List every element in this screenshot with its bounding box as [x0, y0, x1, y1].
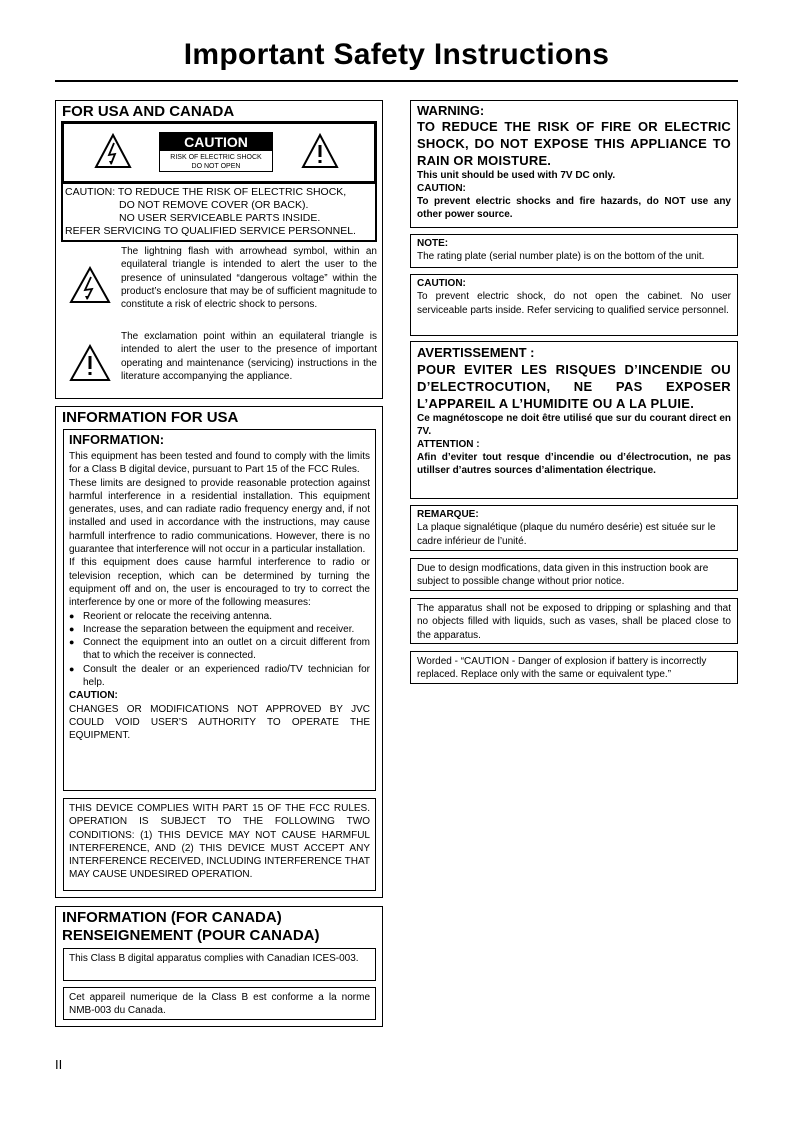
list-item: ● Increase the separation between the equipment and receiver.	[69, 623, 370, 636]
avertissement-heading: AVERTISSEMENT :	[417, 345, 535, 360]
avertissement-main-text: POUR EVITER LES RISQUES D’INCENDIE OU D’ELECTROCUTION, NE PAS EXPOSER L’APPAREIL A L’HUMIDITE OU A LA PLUIE.	[417, 362, 731, 411]
caution-line-2: DO NOT REMOVE COVER (OR BACK).	[119, 199, 309, 211]
warning-caution-text: To prevent electric shocks and fire hazards, do NOT use any other power source.	[417, 196, 731, 220]
remarque-box	[410, 505, 738, 551]
info-usa-panel	[63, 429, 376, 791]
warning-main-text: TO REDUCE THE RISK OF FIRE OR ELECTRIC SHOCK, DO NOT EXPOSE THIS APPLIANCE TO RAIN OR MOISTURE.	[417, 119, 731, 168]
warning-dc-line: This unit should be used with 7V DC only.	[417, 170, 616, 181]
caution-label-panel	[61, 121, 377, 184]
info-canada-section	[55, 906, 383, 1027]
caution-label-title: CAUTION	[160, 133, 272, 151]
caution-line-4: REFER SERVICING TO QUALIFIED SERVICE PERSONNEL.	[65, 225, 356, 237]
caution-line-3: NO USER SERVICEABLE PARTS INSIDE.	[119, 212, 321, 224]
caution-box	[410, 274, 738, 336]
warning-box	[410, 100, 738, 228]
list-item: ● Reorient or relocate the receiving antenna.	[69, 610, 370, 623]
usa-canada-heading: FOR USA AND CANADA	[62, 103, 235, 120]
info-para-3: If this equipment does cause harmful interference to radio or television reception, which can be determined by turning the equipment off and on, the user is encouraged to try to correct the interference by one or more of the following measures:	[69, 557, 370, 609]
design-note-text: Due to design modfications, data given in this instruction book are subject to possible change without prior notice.	[417, 563, 709, 588]
lightning-warning-icon	[94, 133, 132, 169]
battery-note-text: Worded - “CAUTION - Danger of explosion if battery is incorrectly replaced. Replace only with the same or equivalent type.”	[417, 656, 707, 681]
caution-label-badge	[159, 132, 273, 172]
design-note-box	[410, 558, 738, 591]
usa-caution-text: CHANGES OR MODIFICATIONS NOT APPROVED BY JVC COULD VOID USER’S AUTHORITY TO OPERATE THE EQUIPMENT.	[69, 703, 370, 742]
caution-box-text: To prevent electric shock, do not open the cabinet. No user serviceable parts inside. Refer servicing to qualified service personnel.	[417, 291, 731, 316]
battery-note-box	[410, 651, 738, 684]
info-usa-section	[55, 406, 383, 898]
shock-label-line1: RISK OF ELECTRIC SHOCK	[170, 154, 262, 161]
attention-text: Afin d’eviter tout resque d’incendie ou d’électrocution, ne pas utillser d’autres sources d’alimentation électrique.	[417, 452, 731, 476]
canada-english-text: This Class B digital apparatus complies with Canadian ICES-003.	[69, 953, 359, 964]
info-para-2: These limits are designed to provide reasonable protection against harmful interference in a residential installation. This equipment generates, uses, and can radiate radio frequency energy and, if not installed and used in accordance with the instructions, may cause harmfull interfrence to radio communications. However, there is no guarantee that interference will not occur in a particular installation.	[69, 477, 370, 556]
warning-heading: WARNING:	[417, 103, 485, 118]
exclamation-description: The exclamation point within an equilateral triangle is intended to alert the user to the presence of important operating and maintenance (servicing) instructions in the literature accompanying the appliance.	[121, 331, 377, 382]
list-item: ● Consult the dealer or an experienced radio/TV technician for help.	[69, 663, 370, 690]
exclamation-warning-icon	[301, 133, 339, 169]
canada-french-text: Cet appareil numerique de la Class B est conforme a la norme NMB-003 du Canada.	[69, 992, 370, 1017]
info-canada-heading-2: RENSEIGNEMENT (POUR CANADA)	[62, 927, 320, 944]
remarque-heading: REMARQUE:	[417, 509, 479, 520]
fcc-compliance-text: THIS DEVICE COMPLIES WITH PART 15 OF THE FCC RULES. OPERATION IS SUBJECT TO THE FOLLOWING TWO CONDITIONS: (1) THIS DEVICE MAY NOT CAUSE HARMFUL INTERFERENCE, AND (2) THIS DEVICE MUST ACCEPT ANY INTERFERENCE RECEIVED, INCLUDING INTERFERENCE THAT MAY CAUSE UNDESIRED OPERATION.	[69, 803, 370, 881]
page-number: II	[55, 1057, 63, 1072]
lightning-symbol-icon	[69, 266, 111, 304]
fcc-compliance-panel	[63, 798, 376, 891]
note-text: The rating plate (serial number plate) is on the bottom of the unit.	[417, 251, 705, 263]
info-usa-heading: INFORMATION FOR USA	[62, 409, 239, 426]
exclamation-symbol-icon	[69, 344, 111, 382]
shock-label-line2: DO NOT OPEN	[191, 163, 241, 170]
canada-english-panel	[63, 948, 376, 981]
info-para-1: This equipment has been tested and found to comply with the limits for a Class B digital device, pursuant to Part 15 of the FCC Rules.	[69, 451, 370, 476]
title-rule	[55, 80, 738, 82]
usa-caution-heading: CAUTION:	[69, 690, 118, 702]
splash-note-box	[410, 598, 738, 644]
lightning-description: The lightning flash with arrowhead symbol, within an equilateral triangle is intended to alert the user to the presence of uninsulated “dangerous voltage” within the product’s enclosure that may be of sufficient magnitude to constitute a risk of electric shock to persons.	[121, 246, 377, 311]
usa-canada-section	[55, 100, 383, 399]
caution-text-panel	[61, 184, 377, 242]
canada-french-panel	[63, 987, 376, 1020]
note-heading: NOTE:	[417, 238, 449, 249]
list-item: ● Connect the equipment into an outlet on a circuit different from that to which the receiver is connected.	[69, 636, 370, 663]
measures-list	[69, 610, 370, 690]
caution-line-1: CAUTION: TO REDUCE THE RISK OF ELECTRIC SHOCK,	[65, 186, 347, 198]
attention-heading: ATTENTION :	[417, 439, 480, 450]
avertissement-line-1: Ce magnétoscope ne doit être utilisé que sur du courant direct en 7V.	[417, 413, 731, 437]
remarque-text: La plaque signalétique (plaque du numéro desérie) est située sur le cadre inférieur de l’unité.	[417, 522, 716, 547]
note-box	[410, 234, 738, 268]
warning-caution-heading: CAUTION:	[417, 183, 466, 194]
info-canada-heading-1: INFORMATION (FOR CANADA)	[62, 909, 282, 926]
information-heading: INFORMATION:	[69, 432, 165, 447]
page-title: Important Safety Instructions	[183, 38, 610, 71]
caution-box-heading: CAUTION:	[417, 278, 466, 289]
splash-note-text: The apparatus shall not be exposed to dripping or splashing and that no objects filled with liquids, such as vases, shall be placed close to the apparatus.	[417, 603, 731, 641]
avertissement-box	[410, 341, 738, 499]
